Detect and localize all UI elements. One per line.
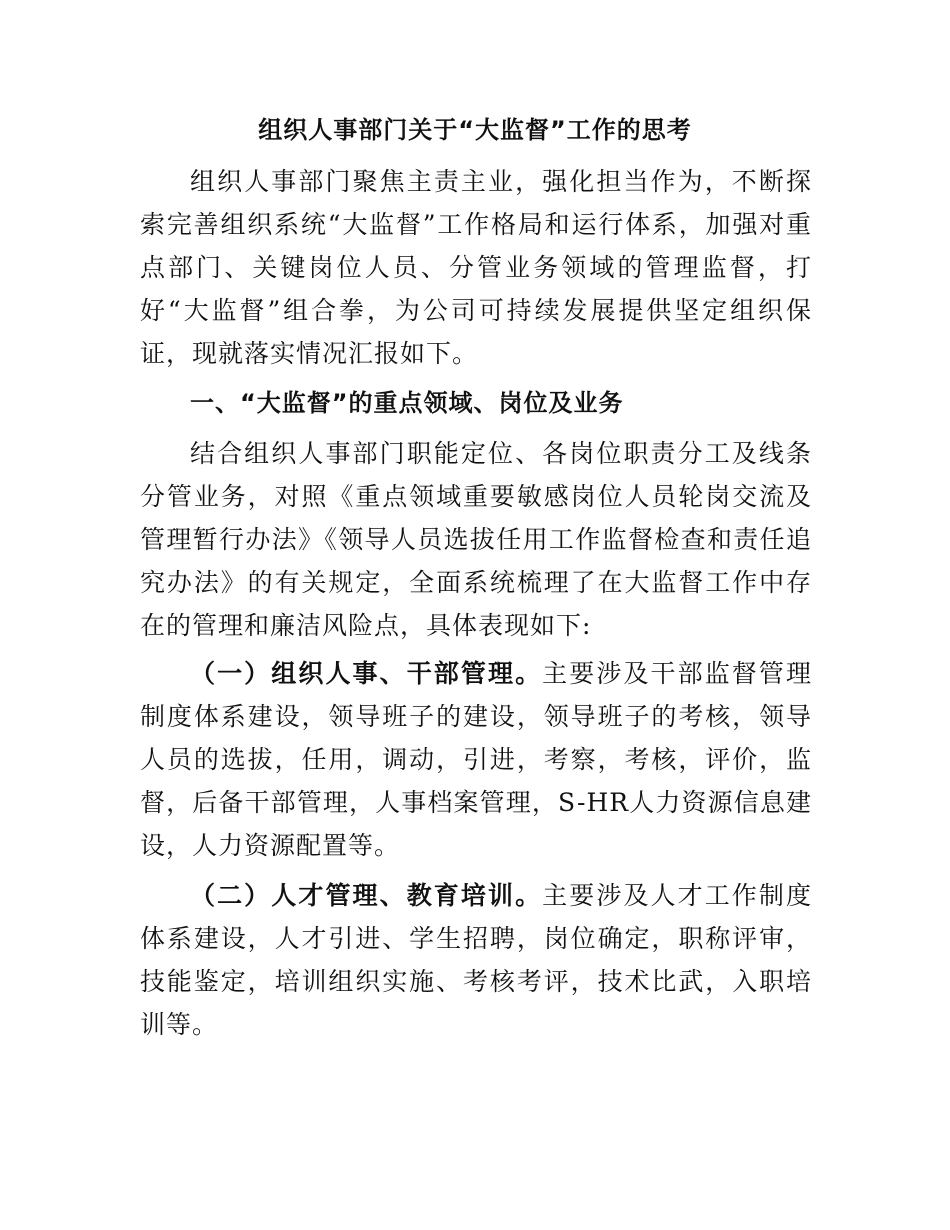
section-1-intro-paragraph: 结合组织人事部门职能定位、各岗位职责分工及线条分管业务，对照《重点领域重要敏感岗位人员轮岗交流及管理暂行办法》《领导人员选拔任用工作监督检查和责任追究办法》的有关规定，全面系统梳理了在大监督工作中存在的管理和廉洁风险点，具体表现如下:: [140, 439, 812, 640]
item-2-body: 主要涉及人才工作制度体系建设，人才引进、学生招聘，岗位确定，职称评审，技能鉴定，培训组织实施、考核考评，技术比武，入职培训等。: [140, 881, 812, 1039]
section-1-heading: 一、“大监督”的重点领域、岗位及业务: [190, 389, 624, 417]
item-2-lead: （二）人才管理、教育培训。: [190, 881, 543, 910]
document-title: 组织人事部门关于“大监督”工作的思考: [258, 116, 692, 144]
item-2-paragraph: [140, 874, 812, 1046]
item-1-lead: （一）组织人事、干部管理。: [190, 659, 543, 688]
item-1-body: 主要涉及干部监督管理制度体系建设，领导班子的建设，领导班子的考核，领导人员的选拔，任用，调动，引进，考察，考核，评价，监督，后备干部管理，人事档案管理，S-HR人力资源信息建设，人力资源配置等。: [140, 659, 812, 860]
item-1-paragraph: [140, 652, 812, 867]
intro-paragraph: 组织人事部门聚焦主责主业，强化担当作为，不断探索完善组织系统“大监督”工作格局和运行体系，加强对重点部门、关键岗位人员、分管业务领域的管理监督，打好“大监督”组合拳，为公司可持续发展提供坚定组织保证，现就落实情况汇报如下。: [140, 167, 812, 368]
